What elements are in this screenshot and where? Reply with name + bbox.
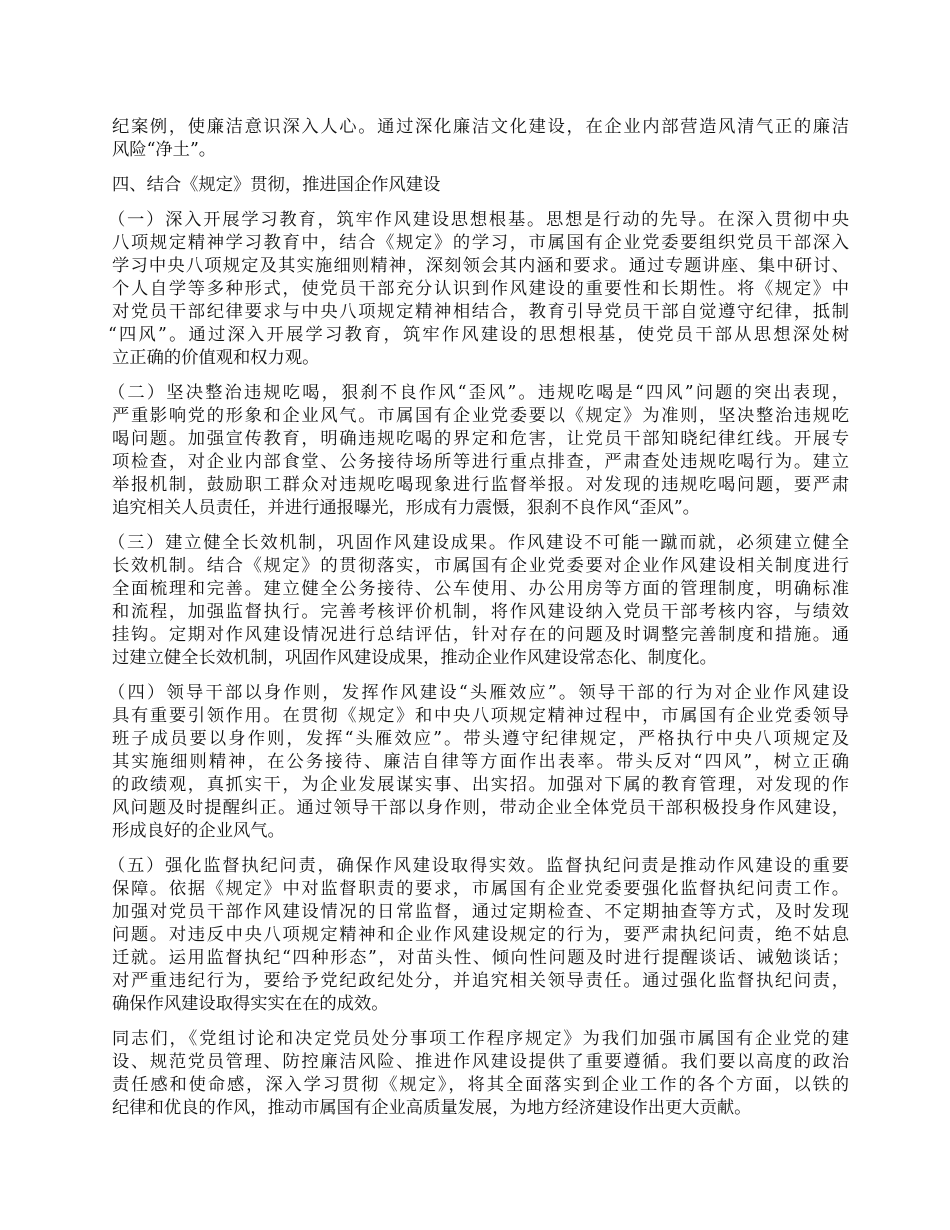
text-line: 喝问题。加强宣传教育，明确违规吃喝的界定和危害，让党员干部知晓纪律红线。开展专 — [112, 429, 849, 449]
text-line: 个人自学等多种形式，使党员干部充分认识到作风建设的重要性和长期性。将《规定》中 — [112, 279, 849, 299]
text-line: 设、规范党员管理、防控廉洁风险、推进作风建设提供了重要遵循。我们要以高度的政治 — [112, 1052, 849, 1072]
paragraph — [108, 209, 849, 370]
text-line: 长效机制。结合《规定》的贯彻落实，市属国有企业党委要对企业作风建设相关制度进行 — [112, 556, 849, 576]
document-body — [108, 116, 849, 1132]
text-line: 具有重要引领作用。在贯彻《规定》和中央八项规定精神过程中，市属国有企业党委领导 — [112, 706, 849, 726]
text-line: 全面梳理和完善。建立健全公务接待、公车使用、办公用房等方面的管理制度，明确标准 — [112, 579, 849, 599]
text-line: 其实施细则精神，在公务接待、廉洁自律等方面作出表率。带头反对“四风”，树立正确 — [112, 752, 849, 772]
text-line: （四）领导干部以身作则，发挥作风建设“头雁效应”。领导干部的行为对企业作风建设 — [108, 683, 849, 703]
text-line: 迁就。运用监督执纪“四种形态”，对苗头性、倾向性问题及时进行提醒谈话、诫勉谈话； — [112, 948, 849, 968]
text-line: 责任感和使命感，深入学习贯彻《规定》，将其全面落实到企业工作的各个方面，以铁的 — [112, 1075, 849, 1095]
text-line: 问题。对违反中央八项规定精神和企业作风建设规定的行为，要严肃执纪问责，绝不姑息 — [112, 925, 849, 945]
text-line: （一）深入开展学习教育，筑牢作风建设思想根基。思想是行动的先导。在深入贯彻中央 — [108, 210, 849, 230]
text-line: 同志们，《党组讨论和决定党员处分事项工作程序规定》为我们加强市属国有企业党的建 — [112, 1029, 849, 1049]
text-line: 的政绩观，真抓实干，为企业发展谋实事、出实招。加强对下属的教育管理，对发现的作 — [112, 775, 849, 795]
text-line: （三）建立健全长效机制，巩固作风建设成果。作风建设不可能一蹴而就，必须建立健全 — [108, 533, 849, 553]
text-line: 过建立健全长效机制，巩固作风建设成果，推动企业作风建设常态化、制度化。 — [112, 648, 717, 668]
text-line: “四风”。通过深入开展学习教育，筑牢作风建设的思想根基，使党员干部从思想深处树 — [108, 325, 849, 345]
text-line: 严重影响党的形象和企业风气。市属国有企业党委要以《规定》为准则，坚决整治违规吃 — [112, 406, 849, 426]
text-line: （五）强化监督执纪问责，确保作风建设取得实效。监督执纪问责是推动作风建设的重要 — [108, 856, 849, 876]
text-line: 挂钩。定期对作风建设情况进行总结评估，针对存在的问题及时调整完善制度和措施。通 — [112, 625, 849, 645]
text-line: 确保作风建设取得实实在在的成效。 — [112, 994, 389, 1014]
text-line: 纪律和优良的作风，推动市属国有企业高质量发展，为地方经济建设作出更大贡献。 — [112, 1098, 752, 1118]
text-line: 对党员干部纪律要求与中央八项规定精神相结合，教育引导党员干部自觉遵守纪律，抵制 — [112, 302, 849, 322]
text-line: 举报机制，鼓励职工群众对违规吃喝现象进行监督举报。对发现的违规吃喝问题，要严肃 — [112, 475, 849, 495]
text-line: 纪案例，使廉洁意识深入人心。通过深化廉洁文化建设，在企业内部营造风清气正的廉洁 — [112, 117, 849, 137]
text-line: 项检查，对企业内部食堂、公务接待场所等进行重点排查，严肃查处违规吃喝行为。建立 — [112, 452, 849, 472]
text-line: 形成良好的企业风气。 — [112, 821, 285, 841]
text-line: 风问题及时提醒纠正。通过领导干部以身作则，带动企业全体党员干部积极投身作风建设， — [112, 798, 849, 818]
text-line: 风险“净土”。 — [112, 140, 217, 160]
text-line: 追究相关人员责任，并进行通报曝光，形成有力震慑，狠刹不良作风“歪风”。 — [112, 498, 700, 518]
paragraph — [108, 382, 849, 520]
text-line: 和流程，加强监督执行。完善考核评价机制，将作风建设纳入党员干部考核内容，与绩效 — [112, 602, 849, 622]
text-line: 学习中央八项规定及其实施细则精神，深刻领会其内涵和要求。通过专题讲座、集中研讨、 — [112, 256, 849, 276]
text-line: 四、结合《规定》贯彻，推进国企作风建设 — [112, 175, 441, 195]
paragraph — [112, 1028, 849, 1120]
text-line: 八项规定精神学习教育中，结合《规定》的学习，市属国有企业党委要组织党员干部深入 — [112, 233, 849, 253]
text-line: 加强对党员干部作风建设情况的日常监督，通过定期检查、不定期抽查等方式，及时发现 — [112, 902, 849, 922]
text-line: （二）坚决整治违规吃喝，狠刹不良作风“歪风”。违规吃喝是“四风”问题的突出表现， — [108, 383, 849, 403]
text-line: 立正确的价值观和权力观。 — [112, 348, 320, 368]
section-heading — [112, 174, 849, 197]
text-line: 保障。依据《规定》中对监督职责的要求，市属国有企业党委要强化监督执纪问责工作。 — [112, 879, 849, 899]
paragraph — [112, 116, 849, 162]
paragraph — [108, 855, 849, 1016]
text-line: 班子成员要以身作则，发挥“头雁效应”。带头遵守纪律规定，严格执行中央八项规定及 — [112, 729, 849, 749]
paragraph — [108, 682, 849, 843]
text-line: 对严重违纪行为，要给予党纪政纪处分，并追究相关领导责任。通过强化监督执纪问责， — [112, 971, 849, 991]
paragraph — [108, 532, 849, 670]
